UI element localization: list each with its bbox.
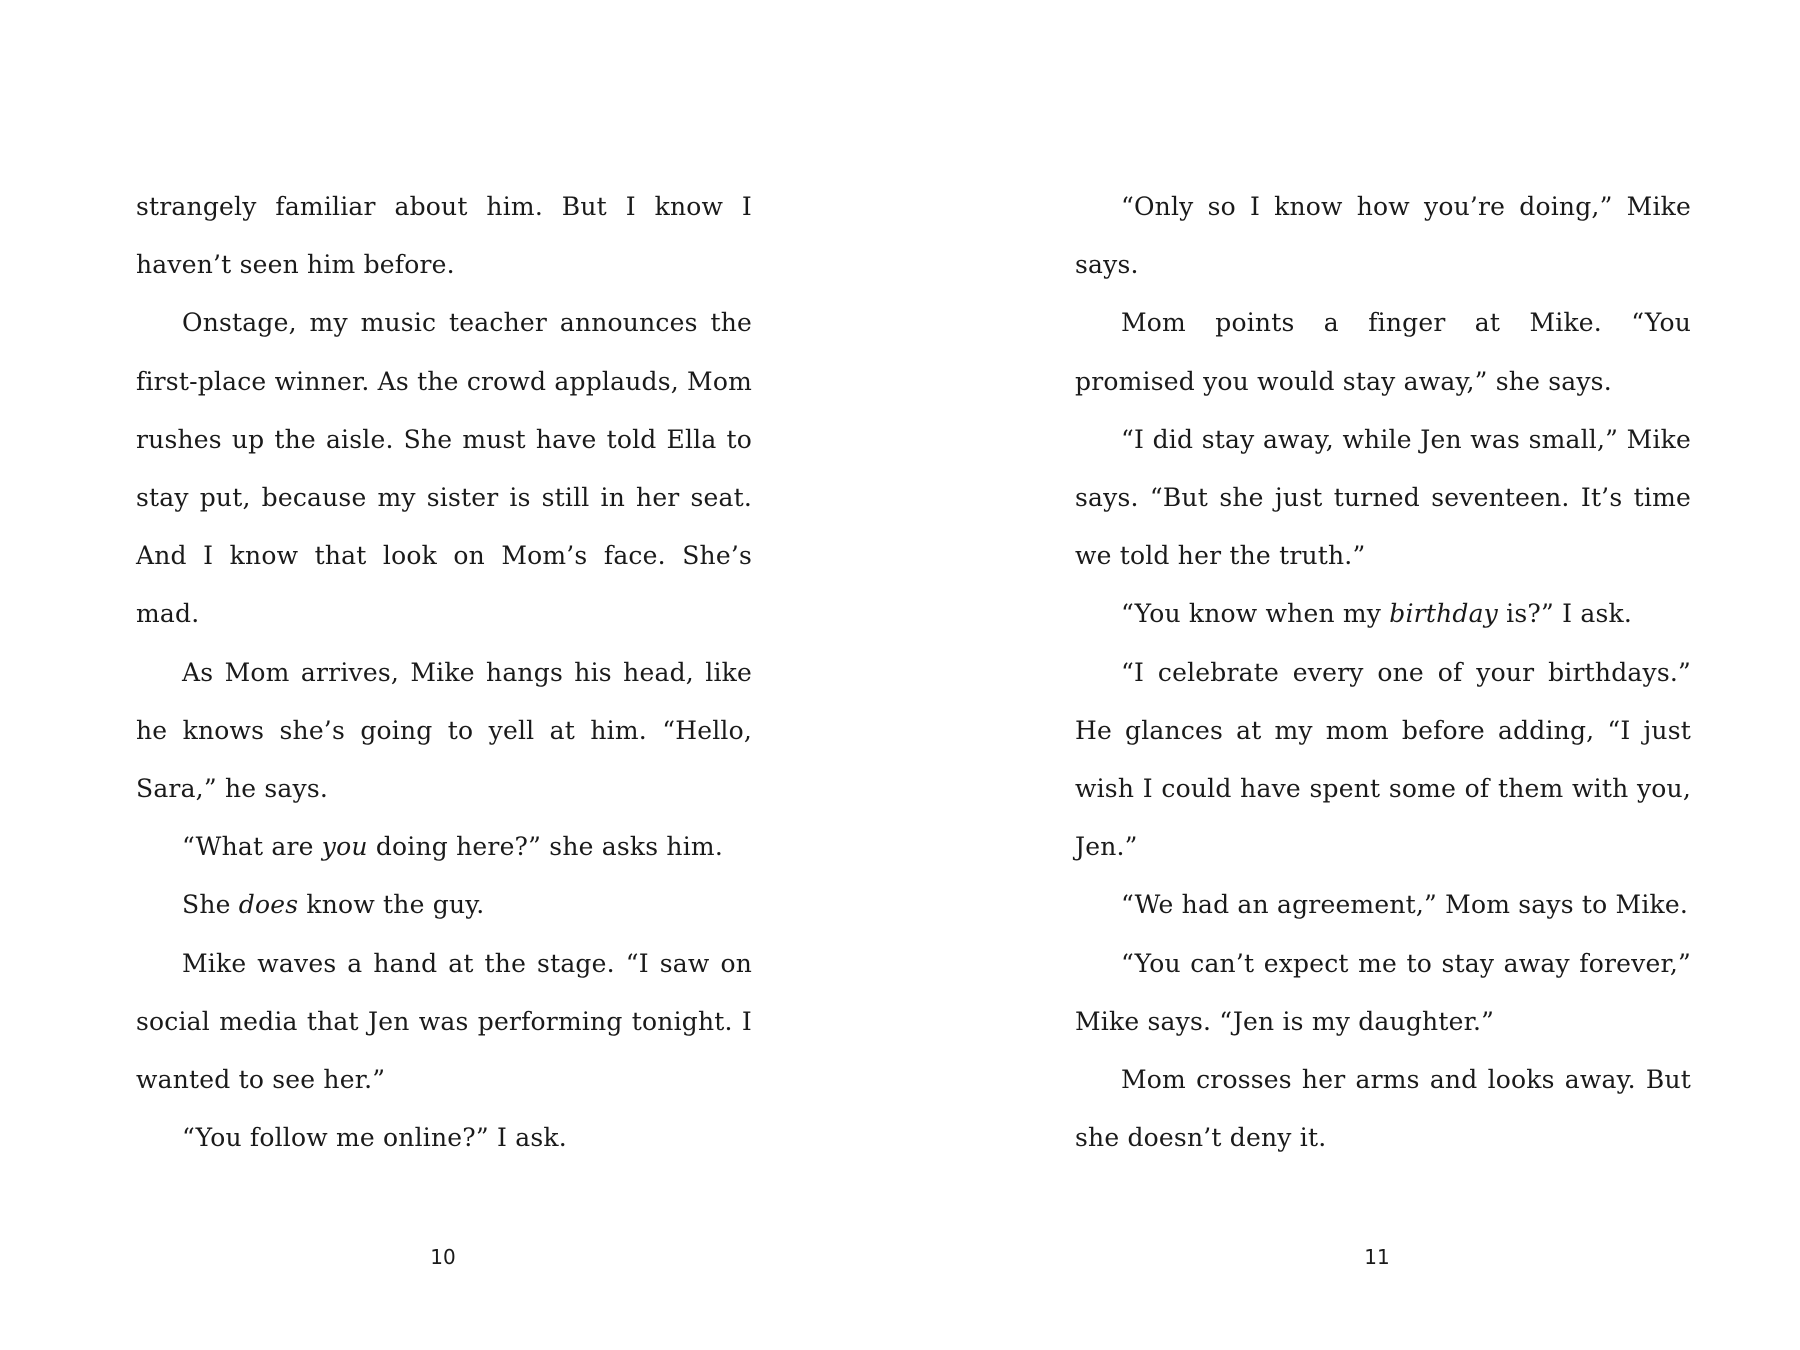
- italic-text: you: [321, 832, 368, 862]
- paragraph: Mike waves a hand at the stage. “I saw on social media that Jen was performing tonight. I wanted to see her.”: [136, 948, 752, 1095]
- text-run: know the guy.: [298, 890, 485, 920]
- text-run: doing here?” she asks him.: [367, 832, 723, 862]
- paragraph: “I celebrate every one of your birthdays.” He glances at my mom before adding, “I just wish I could have spent some of them with you, Jen.”: [1075, 657, 1691, 862]
- paragraph: [136, 818, 752, 876]
- paragraph: “Only so I know how you’re doing,” Mike says.: [1075, 192, 1691, 280]
- paragraph: “I did stay away, while Jen was small,” Mike says. “But she just turned seventeen. It’s time we told her the truth.”: [1075, 424, 1691, 571]
- italic-text: birthday: [1389, 599, 1499, 629]
- paragraph: strangely familiar about him. But I know I haven’t seen him before.: [136, 192, 752, 280]
- text-run: “What are: [182, 832, 322, 862]
- right-page-text: [1075, 178, 1691, 1167]
- text-run: She: [182, 890, 239, 920]
- paragraph: As Mom arrives, Mike hangs his head, like he knows she’s going to yell at him. “Hello, Sara,” he says.: [136, 657, 752, 804]
- left-page-text: [136, 178, 752, 1167]
- paragraph: Mom points a finger at Mike. “You promised you would stay away,” she says.: [1075, 308, 1691, 396]
- paragraph: Mom crosses her arms and looks away. But she doesn’t deny it.: [1075, 1065, 1691, 1153]
- paragraph: [136, 876, 752, 934]
- text-run: “You know when my: [1121, 599, 1390, 629]
- paragraph: Onstage, my music teacher announces the first-place winner. As the crowd applauds, Mom rushes up the aisle. She must have told Ella to stay put, because my sister is still in her seat. And I know that look on Mom’s face. She’s mad.: [136, 308, 752, 629]
- paragraph: [1075, 585, 1691, 643]
- page-number-left: 10: [430, 1245, 456, 1269]
- text-run: is?” I ask.: [1498, 599, 1632, 629]
- italic-text: does: [238, 890, 299, 920]
- paragraph: “You follow me online?” I ask.: [182, 1123, 567, 1153]
- paragraph: “We had an agreement,” Mom says to Mike.: [1121, 890, 1689, 920]
- page-number-right: 11: [1364, 1245, 1390, 1269]
- paragraph: “You can’t expect me to stay away forever,” Mike says. “Jen is my daughter.”: [1075, 948, 1691, 1036]
